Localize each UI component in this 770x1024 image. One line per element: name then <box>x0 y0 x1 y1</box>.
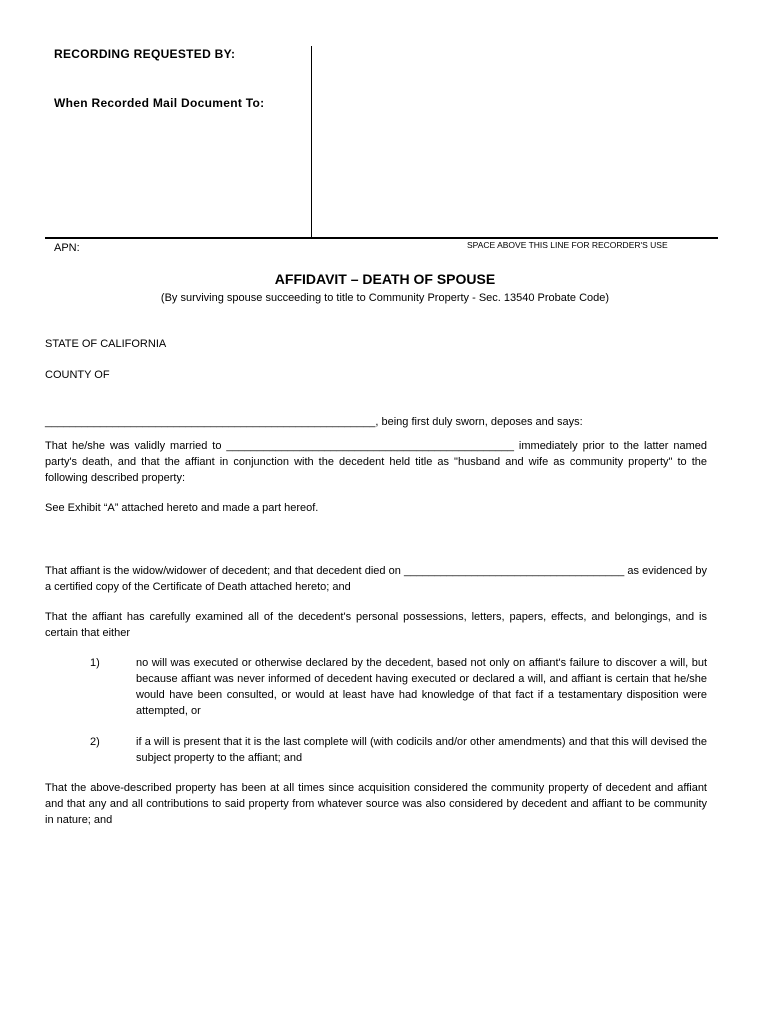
community-property-paragraph: That the above-described property has been at all times since acquisition considered the community property of decedent and affiant and that any and all contributions to said property from whatever source was also considered by decedent and affiant to be community in nature; and <box>45 782 707 826</box>
item-text: if a will is present that it is the last complete will (with codicils and/or other amendments) and that this will devised the subject property to the affiant; and <box>136 736 707 764</box>
document-subtitle: (By surviving spouse succeeding to title to Community Property - Sec. 13540 Probate Code) <box>160 292 610 304</box>
item-number: 2) <box>90 736 100 748</box>
exhibit-reference: See Exhibit “A” attached hereto and made a part hereof. <box>45 502 319 514</box>
county-line: COUNTY OF <box>45 369 110 381</box>
sworn-statement: ______________________________________________________, being first duly sworn, deposes and says: <box>45 416 583 428</box>
state-line: STATE OF CALIFORNIA <box>45 338 167 350</box>
marriage-paragraph: That he/she was validly married to _______________________________________________ immediately prior to the latter named party's death, and that the affiant in conjunction with the decedent held title as "husband and wife as community property" to the following described property: <box>45 440 707 484</box>
apn-label: APN: <box>54 242 80 254</box>
recording-requested-by-label: RECORDING REQUESTED BY: <box>54 47 236 61</box>
examined-paragraph: That the affiant has carefully examined all of the decedent's personal possessions, letters, papers, effects, and belongings, and is certain that either <box>45 611 707 639</box>
recorder-use-line <box>45 237 718 239</box>
header-vertical-divider <box>311 46 312 237</box>
widow-paragraph: That affiant is the widow/widower of decedent; and that decedent died on ____________________________________ as evidenced by a certified copy of the Certificate of Death attached hereto; and <box>45 565 707 593</box>
item-number: 1) <box>90 657 100 669</box>
space-above-line-note: SPACE ABOVE THIS LINE FOR RECORDER'S USE <box>467 240 668 250</box>
document-title: AFFIDAVIT – DEATH OF SPOUSE <box>274 271 496 287</box>
mail-document-to-label: When Recorded Mail Document To: <box>54 96 265 110</box>
item-text: no will was executed or otherwise declared by the decedent, based not only on affiant's failure to discover a will, but because affiant was never informed of decedent having executed or declared a will, and affiant is certain that he/she would have been consulted, or would at least have had knowledge of that fact if a testamentary disposition were attempted, or <box>136 657 707 717</box>
